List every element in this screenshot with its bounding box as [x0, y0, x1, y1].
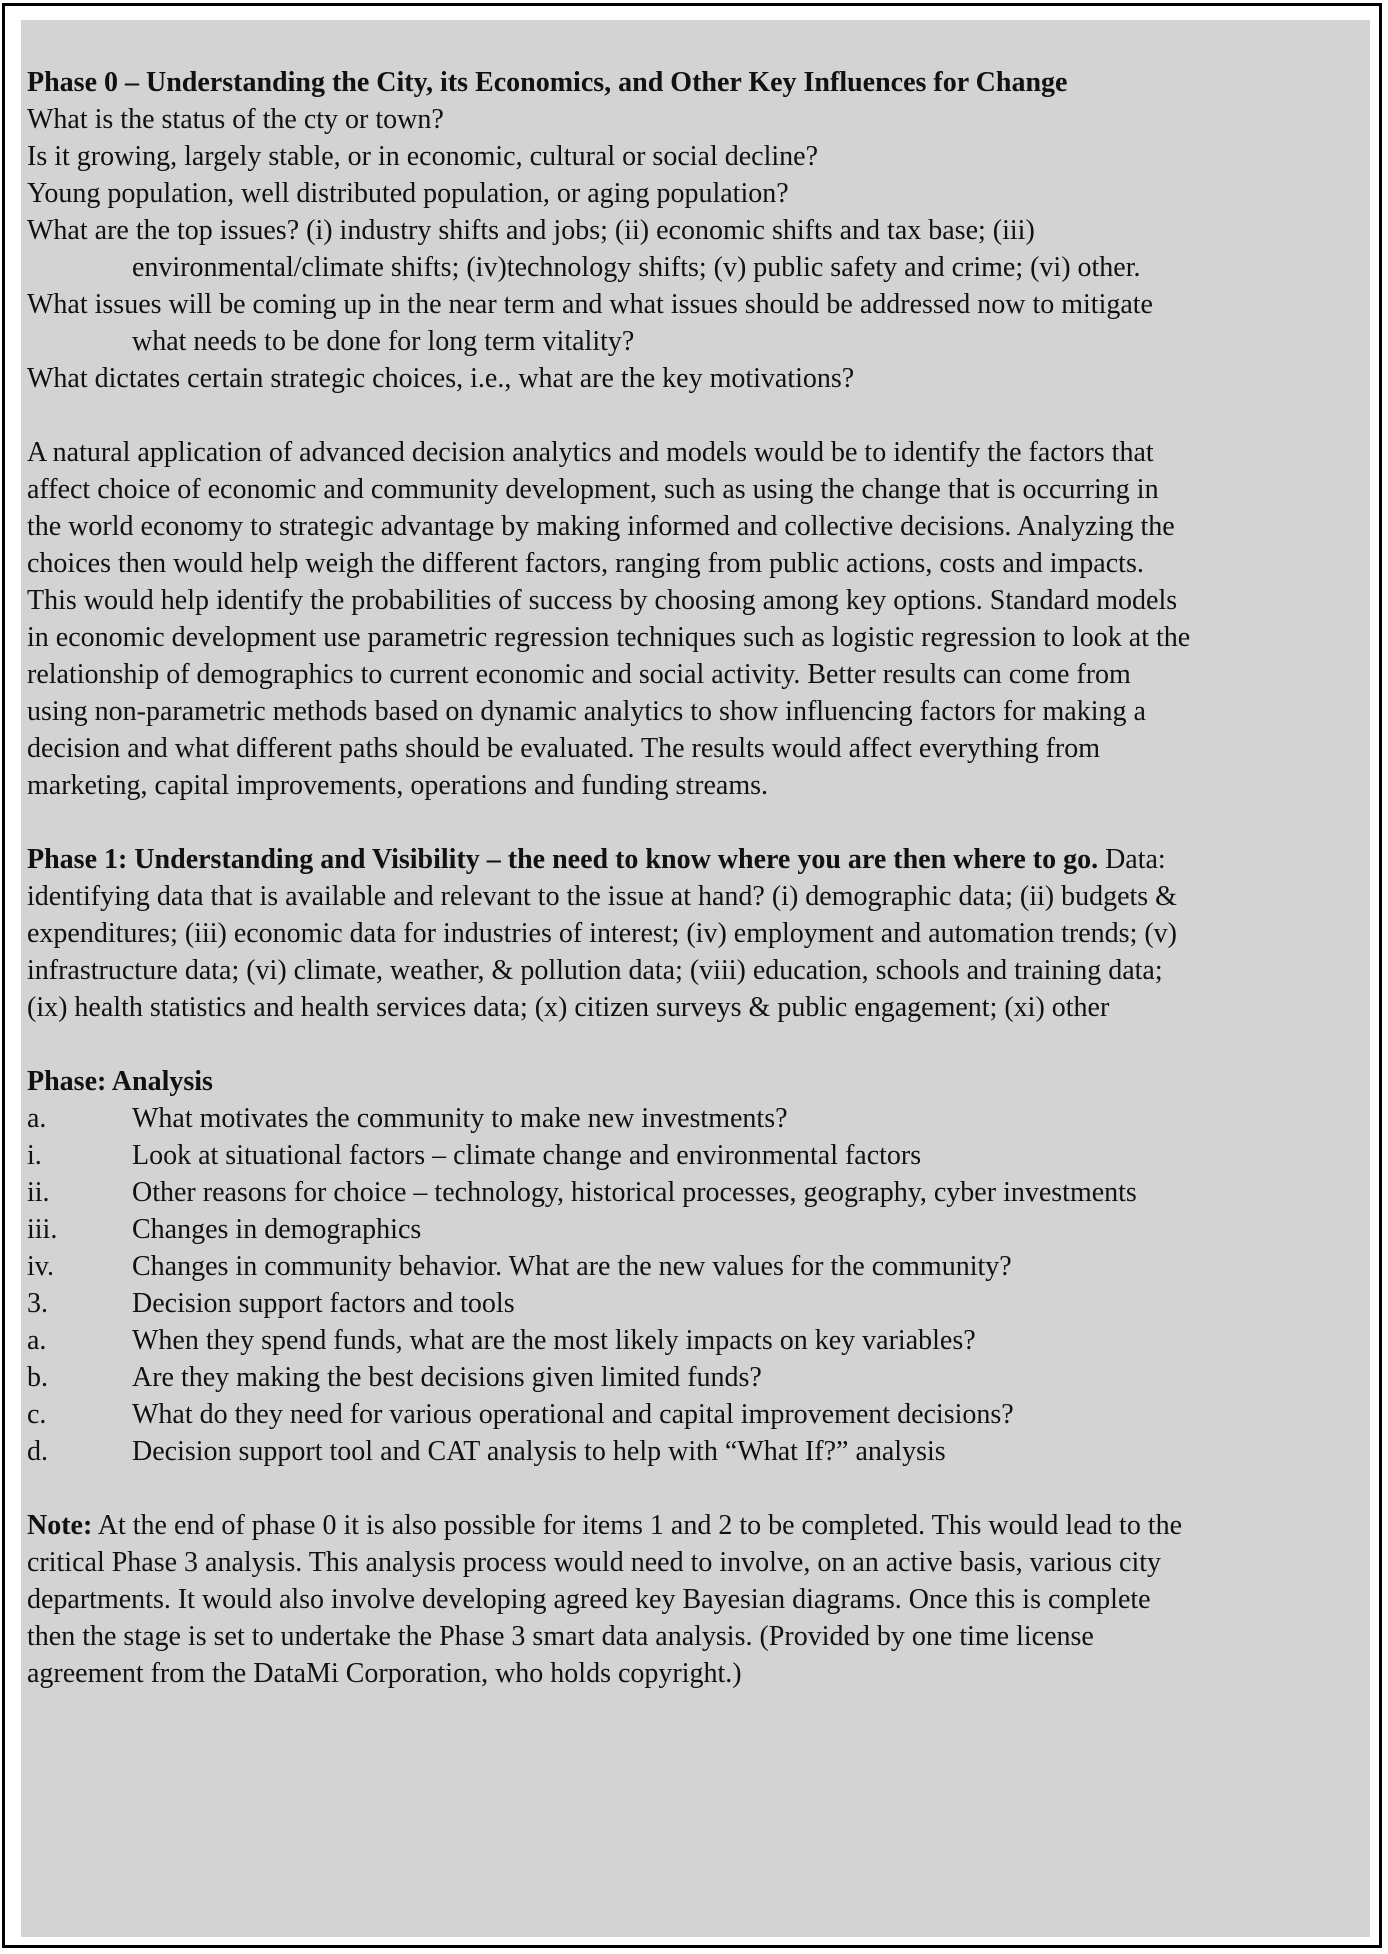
list-item [27, 1322, 1364, 1359]
paragraph-line: marketing, capital improvements, operations and funding streams. [27, 770, 769, 801]
phase0-question: What issues will be coming up in the near term and what issues should be addressed now to mitigate [27, 289, 1153, 320]
list-item [27, 1285, 1364, 1322]
spacer [27, 1470, 1364, 1507]
phase0-question: What are the top issues? (i) industry shifts and jobs; (ii) economic shifts and tax base; (iii) [27, 215, 1035, 246]
list-item [27, 1211, 1364, 1248]
paragraph-line: affect choice of economic and community development, such as using the change that is occurring in [27, 474, 1159, 505]
list-text: Look at situational factors – climate change and environmental factors [132, 1140, 922, 1171]
phase1-line: infrastructure data; (vi) climate, weather, & pollution data; (viii) education, schools and training data; [27, 955, 1163, 986]
phase1-heading: Phase 1: Understanding and Visibility – the need to know where you are then where to go. [27, 844, 1099, 875]
paragraph-line: decision and what different paths should be evaluated. The results would affect everything from [27, 733, 1101, 764]
paragraph-line: choices then would help weigh the different factors, ranging from public actions, costs and impacts. [27, 548, 1144, 579]
list-item [27, 1137, 1364, 1174]
paragraph-line: in economic development use parametric regression techniques such as logistic regression to look at the [27, 622, 1191, 653]
note-section [27, 1507, 1364, 1692]
phase0-question-continued: environmental/climate shifts; (iv)technology shifts; (v) public safety and crime; (vi) other. [132, 252, 1141, 283]
phase0-question-continued: what needs to be done for long term vitality? [132, 326, 635, 357]
note-line: critical Phase 3 analysis. This analysis process would need to involve, on an active basis, various city [27, 1547, 1162, 1578]
paragraph-line: A natural application of advanced decision analytics and models would be to identify the factors that [27, 437, 1154, 468]
list-text: Changes in community behavior. What are the new values for the community? [132, 1251, 1012, 1282]
list-text: What motivates the community to make new investments? [132, 1103, 788, 1134]
note-line: agreement from the DataMi Corporation, who holds copyright.) [27, 1658, 742, 1689]
phase0-question: Young population, well distributed population, or aging population? [27, 178, 789, 209]
list-text: Other reasons for choice – technology, historical processes, geography, cyber investments [132, 1177, 1137, 1208]
list-item [27, 1359, 1364, 1396]
list-marker: iii. [27, 1214, 58, 1245]
document-frame [2, 3, 1382, 1948]
list-item [27, 1396, 1364, 1433]
list-text: Decision support factors and tools [132, 1288, 515, 1319]
list-marker: a. [27, 1325, 47, 1356]
list-marker: a. [27, 1103, 47, 1134]
paragraph-line: relationship of demographics to current economic and social activity. Better results can come from [27, 659, 1131, 690]
list-marker: 3. [27, 1288, 48, 1319]
paragraph-line: using non-parametric methods based on dynamic analytics to show influencing factors for making a [27, 696, 1146, 727]
paragraph-line: This would help identify the probabilities of success by choosing among key options. Standard models [27, 585, 1178, 616]
list-marker: b. [27, 1362, 48, 1393]
list-marker: iv. [27, 1251, 54, 1282]
phase0-heading: Phase 0 – Understanding the City, its Economics, and Other Key Influences for Change [27, 67, 1068, 98]
list-text: Are they making the best decisions given limited funds? [132, 1362, 762, 1393]
phase1-heading-rest: Data: [1098, 844, 1166, 875]
list-marker: d. [27, 1436, 48, 1467]
spacer [27, 804, 1364, 841]
list-marker: ii. [27, 1177, 50, 1208]
note-label: Note: [27, 1510, 93, 1541]
text-box [21, 20, 1370, 1937]
spacer [27, 397, 1364, 434]
phase1-first-line [27, 841, 1364, 878]
phase1-line: expenditures; (iii) economic data for industries of interest; (iv) employment and automation trends; (v) [27, 918, 1178, 949]
list-item [27, 1174, 1364, 1211]
list-text: Changes in demographics [132, 1214, 422, 1245]
note-first-line [27, 1507, 1364, 1544]
phase1-line: identifying data that is available and relevant to the issue at hand? (i) demographic data; (ii) budgets & [27, 881, 1177, 912]
list-text: When they spend funds, what are the most likely impacts on key variables? [132, 1325, 976, 1356]
list-item [27, 1248, 1364, 1285]
phase1-section [27, 841, 1364, 1026]
list-text: Decision support tool and CAT analysis to help with “What If?” analysis [132, 1436, 946, 1467]
phase0-question: Is it growing, largely stable, or in economic, cultural or social decline? [27, 141, 819, 172]
list-marker: c. [27, 1399, 47, 1430]
note-line: then the stage is set to undertake the Phase 3 smart data analysis. (Provided by one time license [27, 1621, 1094, 1652]
phase0-question: What dictates certain strategic choices, i.e., what are the key motivations? [27, 363, 855, 394]
note-line: departments. It would also involve developing agreed key Bayesian diagrams. Once this is complete [27, 1584, 1151, 1615]
paragraph-line: the world economy to strategic advantage by making informed and collective decisions. Analyzing the [27, 511, 1175, 542]
note-text: At the end of phase 0 it is also possible for items 1 and 2 to be completed. This would lead to the [92, 1510, 1183, 1541]
list-marker: i. [27, 1140, 42, 1171]
analysis-list [27, 1100, 1364, 1470]
phase1-line: (ix) health statistics and health services data; (x) citizen surveys & public engagement; (xi) other [27, 992, 1110, 1023]
phase0-question: What is the status of the cty or town? [27, 104, 444, 135]
list-text: What do they need for various operational and capital improvement decisions? [132, 1399, 1014, 1430]
list-item [27, 1433, 1364, 1470]
analysis-heading: Phase: Analysis [27, 1066, 213, 1097]
list-item [27, 1100, 1364, 1137]
spacer [27, 1026, 1364, 1063]
analytics-paragraph [27, 434, 1364, 804]
